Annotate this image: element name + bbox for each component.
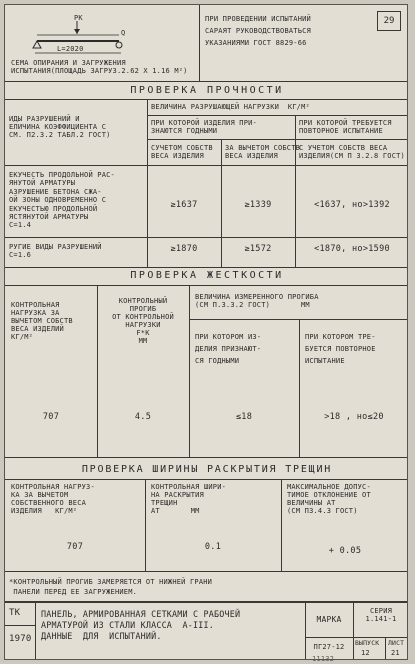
- strength-row2-a: ≥1870: [170, 244, 198, 254]
- year-label: 1970: [9, 634, 32, 644]
- stiffness-title: ПРОВЕРКА ЖЕСТКОСТИ: [130, 270, 284, 281]
- strength-sub-a: СУЧЕТОМ СОБСТВ ВЕСА ИЗДЕЛИЯ: [151, 144, 213, 160]
- bottom-mark: 11132: [312, 655, 335, 663]
- stiffness-col-measured: ВЕЛИЧИНА ИЗМЕРЕННОГО ПРОГИБА (СМ П.3.3.2 ГОСТ) ММ: [195, 293, 319, 309]
- strength-row1-b: ≥1339: [244, 200, 272, 210]
- strength-col-retest: ПРИ КОТОРОЙ ТРЕБУЕТСЯ ПОВТОРНОЕ ИСПЫТАНИЕ: [299, 119, 392, 135]
- scheme-span-label: L=2020: [57, 45, 84, 53]
- stiffness-col-load: КОНТРОЛЬНАЯ НАГРУЗКА ЗА ВЫЧЕТОМ СОБСТВ ВЕСА ИЗДЕЛИЙ КГ/М²: [11, 301, 73, 341]
- strength-row2-c: <1870, но>1590: [314, 244, 390, 254]
- panel-description: ПАНЕЛЬ, АРМИРОВАННАЯ СЕТКАМИ С РАБОЧЕЙ АРМАТУРОЙ ИЗ СТАЛИ КЛАССА А-III. ДАННЫЕ ДЛЯ ИСПЫТАНИЙ.: [41, 609, 241, 641]
- stiffness-col-retest: ПРИ КОТОРОМ ТРЕ- БУЕТСЯ ПОВТОРНОЕ ИСПЫТАНИЕ: [305, 333, 376, 365]
- list-label: ЛИСТ: [388, 639, 405, 647]
- strength-row2-label: РУГИЕ ВИДЫ РАЗРУШЕНИЙ C=1.6: [9, 243, 102, 259]
- marka-value: ПГ27-12: [313, 643, 345, 651]
- document-sheet: [4, 4, 408, 660]
- crack-title: ПРОВЕРКА ШИРИНЫ РАСКРЫТИЯ ТРЕЩИН: [81, 464, 333, 475]
- crack-width-value: 0.1: [204, 542, 222, 552]
- scheme-load-label: PK: [74, 14, 83, 22]
- list-value: 21: [391, 649, 400, 657]
- stiffness-accepted-value: ≤18: [235, 412, 253, 422]
- crack-col-width: КОНТРОЛЬНАЯ ШИРИ- НА РАСКРЫТИЯ ТРЕЩИН AТ ММ: [151, 483, 227, 515]
- crack-load-value: 707: [66, 542, 84, 552]
- scheme-q-label: Q: [121, 29, 126, 37]
- stiffness-col-deflection: КОНТРОЛЬНЫЙ ПРОГИБ ОТ КОНТРОЛЬНОЙ НАГРУЗКИ F*К ММ: [112, 297, 174, 345]
- strength-col-accepted: ПРИ КОТОРОЙ ИЗДЕЛИЯ ПРИ- ЗНАЮТСЯ ГОДНЫМИ: [151, 119, 257, 135]
- vypusk-value: 12: [361, 649, 370, 657]
- strength-row1-a: ≥1637: [170, 200, 198, 210]
- stiffness-deflection-value: 4.5: [134, 412, 152, 422]
- page-number: 29: [377, 11, 401, 31]
- stiffness-retest-value: >18 , но≤20: [324, 412, 384, 422]
- strength-title: ПРОВЕРКА ПРОЧНОСТИ: [130, 85, 284, 96]
- footnote: *КОНТРОЛЬНЫЙ ПРОГИБ ЗАМЕРЯЕТСЯ ОТ НИЖНЕЙ ГРАНИ ПАНЕЛИ ПЕРЕД ЕЕ ЗАГРУЖЕНИЕМ.: [9, 578, 213, 596]
- strength-col-load: ВЕЛИЧИНА РАЗРУШАЮЩЕЙ НАГРУЗКИ КГ/М²: [151, 103, 310, 111]
- crack-col-load: КОНТРОЛЬНАЯ НАГРУЗ- КА ЗА ВЫЧЕТОМ СОБСТВЕННОГО ВЕСА ИЗДЕЛИЯ КГ/М²: [11, 483, 95, 515]
- strength-sub-c: С УЧЕТОМ СОБСТВ ВЕСА ИЗДЕЛИЯ(СМ П 3.2.8 ГОСТ): [299, 144, 405, 160]
- strength-row1-c: <1637, но>1392: [314, 200, 390, 210]
- tk-label: ТК: [9, 608, 21, 618]
- marka-label: МАРКА: [316, 615, 342, 624]
- strength-sub-b: ЗА ВЫЧЕТОМ СОБСТВ ВЕСА ИЗДЕЛИЯ: [225, 144, 301, 160]
- series-label: СЕРИЯ 1.141-1: [365, 607, 397, 623]
- scheme-caption: СЕМА ОПИРАНИЯ И ЗАГРУЖЕНИЯ ИСПЫТАНИЯ(ПЛОЩАДЬ ЗАГРУЗ.2.62 Х 1.16 М²): [11, 59, 188, 75]
- vypusk-label: ВЫПУСК: [355, 639, 380, 647]
- strength-col-left: ИДЫ РАЗРУШЕНИЙ И ЕЛИЧИНА КОЭФФИЦИЕНТА С СМ. П2.3.2 ТАБЛ.2 ГОСТ): [9, 115, 111, 139]
- crack-col-deviation: МАКСИМАЛЬНОЕ ДОПУС- ТИМОЕ ОТКЛОНЕНИЕ ОТ ВЕЛИЧИНЫ AТ (СМ П3.4.3 ГОСТ): [287, 483, 371, 515]
- strength-row1-label: ЕКУЧЕСТЬ ПРОДОЛЬНОЙ РАС- ЯНУТОЙ АРМАТУРЫ АЗРУШЕНИЕ БЕТОНА СЖА- ОЙ ЗОНЫ ОДНОВРЕМЕННО С ЕКУЧЕСТЬЮ ПРОДОЛЬНОЙ ЯСТЯНУТОЙ АРМАТУРЫ C=1.4: [9, 171, 115, 230]
- crack-deviation-value: + 0.05: [328, 546, 362, 556]
- gost-note: ПРИ ПРОВЕДЕНИИ ИСПЫТАНИЙ САРАЯТ РУКОВОДСТВОВАТЬСЯ УКАЗАНИЯМИ ГОСТ 8829-66: [205, 15, 311, 47]
- stiffness-load-value: 707: [42, 412, 60, 422]
- strength-row2-b: ≥1572: [244, 244, 272, 254]
- stiffness-col-accepted: ПРИ КОТОРОМ ИЗ- ДЕЛИЯ ПРИЗНАЮТ- СЯ ГОДНЫМИ: [195, 333, 262, 365]
